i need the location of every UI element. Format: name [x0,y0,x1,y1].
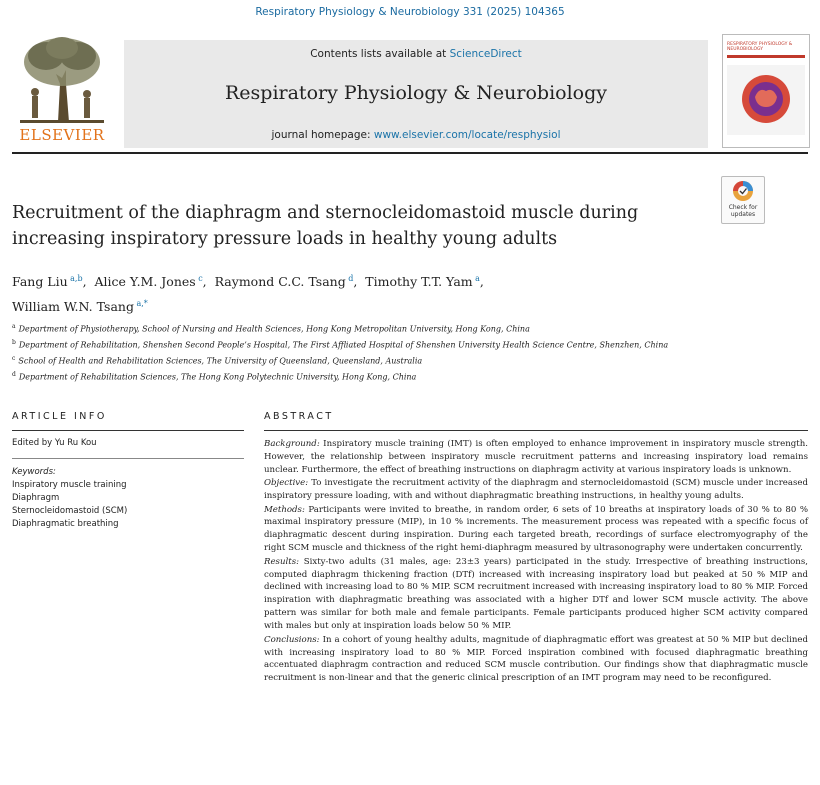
author[interactable] [95,274,207,289]
author-separator: , [82,274,87,290]
abstract-section-text: Inspiratory muscle training (IMT) is often employed to enhance improvement in inspiratory muscle strength. However, the relationship between inspiratory muscle recruitment patterns and increasing inspiratory load remains unclear. Furthermore, the effect of breathing instructions on diaphragm activity at various inspiratory loads is unknown. [264,439,808,475]
edited-by-rule [12,458,244,459]
article-title [12,200,702,252]
affiliation-list [12,320,802,385]
affiliation [12,368,802,384]
author-affiliation-marker[interactable]: c [198,274,203,283]
abstract-section [264,504,808,556]
journal-cover-thumbnail[interactable] [722,34,810,148]
abstract-section-text: Sixty-two adults (31 males, age: 23±3 years) participated in the study. Irrespective of breathing instructions, computed diaphragm thickening fraction (DTf) increased with increasing inspiratory load but peaked at 50 % MIP and declined with increasing load to 80 % MIP. SCM recruitment increased with increasing inspiratory load to 80 % MIP. Forced inspiration with diaphragmatic breathing was associated with a higher DTf and lower SCM muscle activity. The above pattern was similar for both male and female participants. Female participants produced higher SCM activity compared with males but only at inspiration loads below 50 % MIP. [264,556,808,632]
contents-line [124,48,708,60]
cover-title: RESPIRATORY PHYSIOLOGY & NEUROBIOLOGY [727,42,793,52]
abstract-heading: ABSTRACT [264,411,334,422]
author-name: Fang Liu [12,274,68,290]
homepage-prefix: journal homepage: [271,129,371,141]
article-info-heading: ARTICLE INFO [12,411,107,422]
abstract-section-text: Participants were invited to breathe, in random order, 6 sets of 10 breaths at inspiratory loads of 30 % to 80 % maximal inspiratory pressure (MIP), in 10 % increments. The measurement process was repeated with a specific focus of diaphragmatic descent during inspiration. During each targeted breath, recordings of surface electromyography of the right SCM muscle and thickness of the right hemi-diaphragm measured by ultrasonography were undertaken concurrently. [264,504,808,554]
keyword[interactable]: Sternocleidomastoid (SCM) [12,506,128,516]
abstract-section [264,438,808,477]
affiliation-text: Department of Rehabilitation Sciences, The Hong Kong Polytechnic University, Hong Kong, China [18,373,417,383]
author-name: Alice Y.M. Jones [94,274,196,290]
affiliation-marker: c [12,355,16,363]
author-list [12,268,712,318]
abstract-section [264,477,808,503]
keywords-label: Keywords: [12,467,56,477]
author-separator: , [353,274,358,290]
sciencedirect-link[interactable]: ScienceDirect [449,48,522,60]
author-affiliation-marker[interactable]: d [348,274,354,283]
abstract-section-text: In a cohort of young healthy adults, magnitude of diaphragmatic effort was greatest at 50 % MIP but declined with increasing inspiratory load to 80 % MIP. Forced inspiration combined with focused diaphragmatic breathing accentuated diaphragm contraction and reduced SCM muscle contribution. Our findings show that diaphragmatic muscle recruitment is non-linear and that the generic clinical prescription of an IMT program may need to be reconfigured. [264,634,809,684]
affiliation-marker: b [12,339,16,347]
citation-line[interactable]: Respiratory Physiology & Neurobiology 331 (2025) 104365 [255,6,565,18]
affiliation-marker: a [12,323,16,330]
elsevier-tree-icon [12,34,112,126]
edited-by: Edited by Yu Ru Kou [12,438,97,448]
author-name: Raymond C.C. Tsang [214,274,346,290]
author-separator: , [479,274,484,290]
abstract-section-label: Conclusions: [264,634,320,645]
author-name: Timothy T.T. Yam [365,274,473,290]
journal-homepage-link[interactable]: www.elsevier.com/locate/resphysiol [373,129,561,141]
check-updates-line-2: updates [730,211,756,218]
header-rule [12,152,808,154]
abstract-section-label: Methods: [264,504,305,515]
author-separator: , [202,274,207,290]
affiliation [12,336,802,352]
author[interactable] [12,299,148,314]
article-title-line-1: Recruitment of the diaphragm and sternocleidomastoid muscle during [12,203,639,223]
contents-prefix: Contents lists available at [310,48,447,60]
abstract-section-text: To investigate the recruitment activity of the diaphragm and sternocleidomastoid (SCM) muscle under increased inspiratory pressure loading, with and without diaphragmatic breathing instructions, in healthy young adults. [264,478,809,502]
author-name: William W.N. Tsang [12,299,134,315]
article-info-rule [12,430,244,431]
article-title-line-2: increasing inspiratory pressure loads in healthy young adults [12,229,558,249]
affiliation-text: School of Health and Rehabilitation Sciences, The University of Queensland, Queensland, Australia [18,356,423,366]
abstract-section [264,634,808,686]
affiliation [12,320,802,336]
author-affiliation-marker[interactable]: a,* [136,299,148,309]
abstract-section-label: Background: [264,439,320,449]
check-updates-line-1: Check for [728,204,758,211]
check-updates-label [722,204,764,218]
abstract-body [264,438,808,686]
affiliation-text: Department of Rehabilitation, Shenshen Second People’s Hospital, The First Affliated Hospital of Shenshen University Health Science Centre, Shenzhen, China [18,340,669,350]
keyword[interactable]: Diaphragm [12,493,60,503]
author[interactable] [365,274,484,289]
abstract-section [264,556,808,633]
keywords-block [12,466,244,531]
abstract-section-label: Objective: [264,478,309,489]
journal-info-box [124,40,708,148]
author-affiliation-marker[interactable]: a [475,274,480,283]
author[interactable] [215,274,358,289]
check-updates-icon [722,177,764,203]
journal-title[interactable]: Respiratory Physiology & Neurobiology [224,82,608,104]
elsevier-logo[interactable] [12,34,112,146]
author[interactable] [12,274,87,289]
keyword[interactable]: Inspiratory muscle training [12,480,127,490]
abstract-section-label: Results: [264,556,300,567]
keyword[interactable]: Diaphragmatic breathing [12,519,119,529]
author-affiliation-marker[interactable]: a,b [70,274,83,283]
journal-banner [12,34,808,148]
abstract-rule [264,430,808,431]
elsevier-wordmark: ELSEVIER [19,126,105,144]
affiliation [12,352,802,368]
affiliation-text: Department of Physiotherapy, School of Nursing and Health Sciences, Hong Kong Metropolitan University, Hong Kong, China [18,324,530,334]
check-for-updates-button[interactable] [721,176,765,224]
homepage-line [124,129,708,141]
affiliation-marker: d [12,371,16,379]
